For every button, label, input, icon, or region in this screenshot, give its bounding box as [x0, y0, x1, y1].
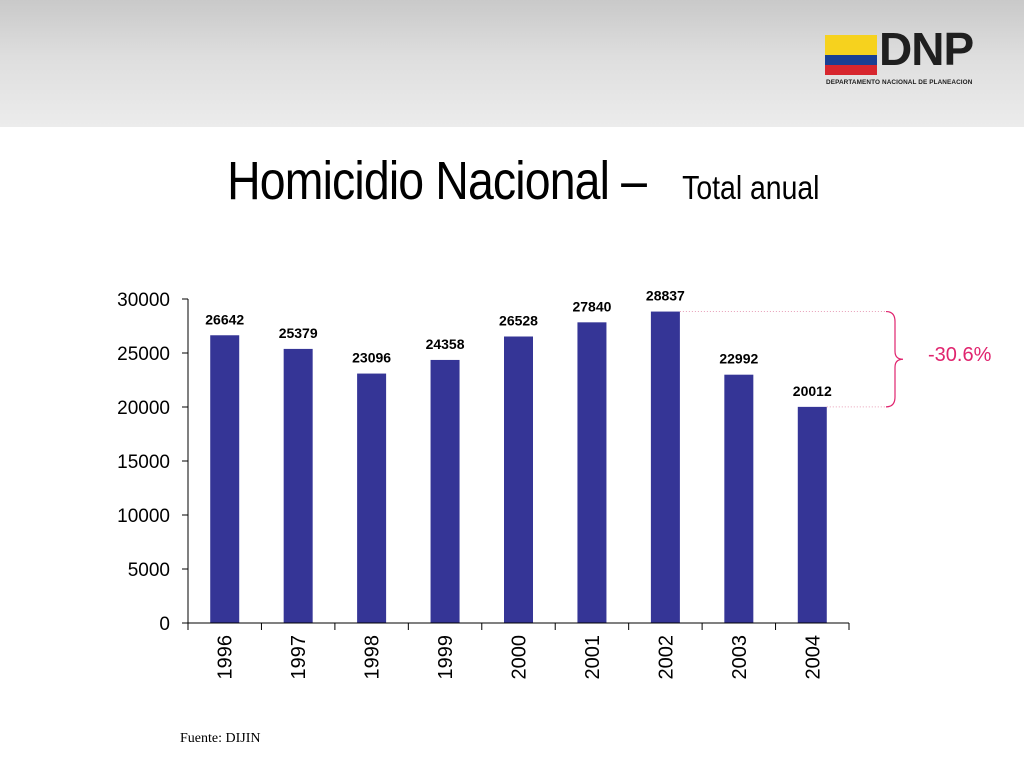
change-percent-label: -30.6% — [928, 344, 992, 366]
y-tick-label: 0 — [159, 614, 170, 635]
x-tick-label: 2002 — [655, 635, 678, 680]
change-bracket — [680, 312, 903, 407]
x-tick-label: 2004 — [802, 635, 825, 680]
bar-1997 — [284, 349, 313, 623]
x-tick-label: 1998 — [361, 635, 384, 680]
bar-value-label: 20012 — [792, 382, 832, 399]
bar-1998 — [357, 374, 386, 623]
bar-value-label: 23096 — [352, 349, 392, 366]
x-tick-label: 2003 — [728, 635, 751, 680]
bar-value-label: 26642 — [205, 311, 245, 328]
y-tick-label: 30000 — [117, 290, 170, 311]
bar-value-label: 22992 — [719, 350, 759, 367]
y-axis — [117, 290, 188, 635]
bar-value-label: 24358 — [425, 335, 465, 352]
bar-2002 — [651, 312, 680, 623]
y-tick-label: 20000 — [117, 398, 170, 419]
curly-brace-icon — [886, 312, 903, 407]
bar-value-label: 26528 — [499, 312, 538, 329]
y-tick-label: 25000 — [117, 344, 170, 365]
bar-value-label: 25379 — [278, 324, 318, 341]
x-tick-label: 1996 — [214, 635, 237, 680]
bar-value-label: 27840 — [572, 298, 612, 315]
bar-1999 — [431, 360, 460, 623]
bars — [205, 288, 832, 623]
x-tick-label: 1999 — [435, 635, 458, 680]
slide-title-sub: Total anual — [682, 169, 820, 206]
bar-2003 — [724, 375, 753, 623]
y-tick-label: 15000 — [117, 452, 170, 473]
y-tick-label: 10000 — [117, 506, 170, 527]
bar-value-label: 28837 — [645, 287, 685, 304]
x-tick-label: 1997 — [288, 635, 311, 680]
bar-2004 — [798, 407, 827, 623]
x-axis — [188, 623, 849, 680]
y-tick-label: 5000 — [127, 560, 170, 581]
x-tick-label: 2000 — [508, 635, 531, 680]
bar-2000 — [504, 336, 533, 623]
x-tick-label: 2001 — [581, 635, 604, 680]
source-note: Fuente: DIJIN — [180, 731, 261, 746]
slide-title-main: Homicidio Nacional – — [227, 151, 647, 211]
bar-1996 — [210, 335, 239, 623]
logo-subtitle: DEPARTAMENTO NACIONAL DE PLANEACION — [826, 79, 973, 86]
bar-2001 — [577, 322, 606, 623]
logo-word: DNP — [879, 23, 974, 75]
